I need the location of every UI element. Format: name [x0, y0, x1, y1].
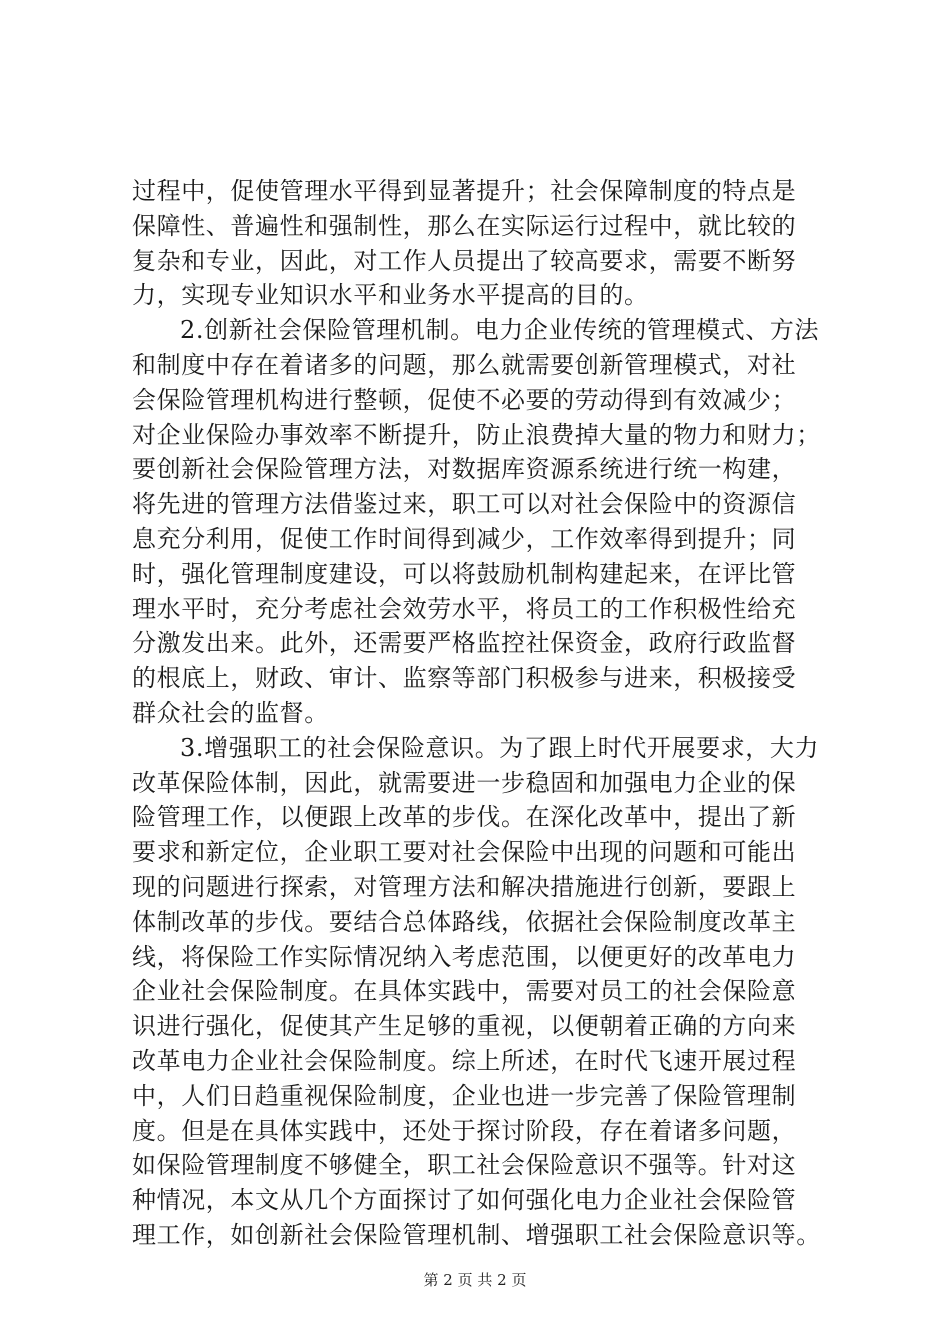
- section-3-heading-line: 3.增强职工的社会保险意识。为了跟上时代开展要求，大力: [180, 733, 820, 762]
- text-line: 将先进的管理方法借鉴过来，职工可以对社会保险中的资源信: [132, 490, 797, 519]
- text-line: 的根底上，财政、审计、监察等部门积极参与进来，积极接受: [132, 664, 797, 693]
- text-line: 要创新社会保险管理方法，对数据库资源系统进行统一构建，: [132, 455, 797, 484]
- text-line: 时，强化管理制度建设，可以将鼓励机制构建起来，在评比管: [132, 559, 797, 588]
- text-line: 保障性、普遍性和强制性，那么在实际运行过程中，就比较的: [132, 211, 797, 240]
- text-line: 理水平时，充分考虑社会效劳水平，将员工的工作积极性给充: [132, 594, 797, 623]
- text-line: 改革保险体制，因此，就需要进一步稳固和加强电力企业的保: [132, 768, 797, 797]
- text-line: 会保险管理机构进行整顿，促使不必要的劳动得到有效减少；: [132, 385, 797, 414]
- text-line: 过程中，促使管理水平得到显著提升；社会保障制度的特点是: [132, 177, 797, 205]
- text-line: 理工作，如创新社会保险管理机制、增强职工社会保险意识等。: [132, 1220, 821, 1249]
- text-line: 分激发出来。此外，还需要严格监控社保资金，政府行政监督: [132, 629, 797, 658]
- page-number-footer: 第 2 页 共 2 页: [423, 1271, 527, 1289]
- text-line: 力，实现专业知识水平和业务水平提高的目的。: [132, 281, 649, 310]
- text-line: 群众社会的监督。: [132, 698, 329, 727]
- text-line: 体制改革的步伐。要结合总体路线，依据社会保险制度改革主: [132, 907, 797, 936]
- text-line: 中，人们日趋重视保险制度，企业也进一步完善了保险管理制: [132, 1081, 797, 1110]
- document-body: [132, 174, 842, 1253]
- text-line: 险管理工作，以便跟上改革的步伐。在深化改革中，提出了新: [132, 803, 797, 832]
- text-line: 度。但是在具体实践中，还处于探讨阶段，存在着诸多问题，: [132, 1116, 797, 1145]
- text-line: 现的问题进行探索，对管理方法和解决措施进行创新，要跟上: [132, 872, 797, 901]
- text-line: 要求和新定位，企业职工要对社会保险中出现的问题和可能出: [132, 838, 797, 867]
- text-line: 改革电力企业社会保险制度。综上所述，在时代飞速开展过程: [132, 1046, 797, 1075]
- text-line: 和制度中存在着诸多的问题，那么就需要创新管理模式，对社: [132, 350, 797, 379]
- text-line: 种情况，本文从几个方面探讨了如何强化电力企业社会保险管: [132, 1186, 797, 1215]
- text-line: 线，将保险工作实际情况纳入考虑范围，以便更好的改革电力: [132, 942, 797, 971]
- text-line: 企业社会保险制度。在具体实践中，需要对员工的社会保险意: [132, 977, 797, 1006]
- text-line: 复杂和专业，因此，对工作人员提出了较高要求，需要不断努: [132, 246, 797, 275]
- text-line: 识进行强化，促使其产生足够的重视，以便朝着正确的方向来: [132, 1012, 797, 1041]
- text-line: 对企业保险办事效率不断提升，防止浪费掉大量的物力和财力；: [132, 420, 821, 449]
- section-2-heading-line: 2.创新社会保险管理机制。电力企业传统的管理模式、方法: [180, 316, 820, 345]
- text-line: 息充分利用，促使工作时间得到减少，工作效率得到提升；同: [132, 524, 797, 553]
- text-line: 如保险管理制度不够健全，职工社会保险意识不强等。针对这: [132, 1151, 797, 1180]
